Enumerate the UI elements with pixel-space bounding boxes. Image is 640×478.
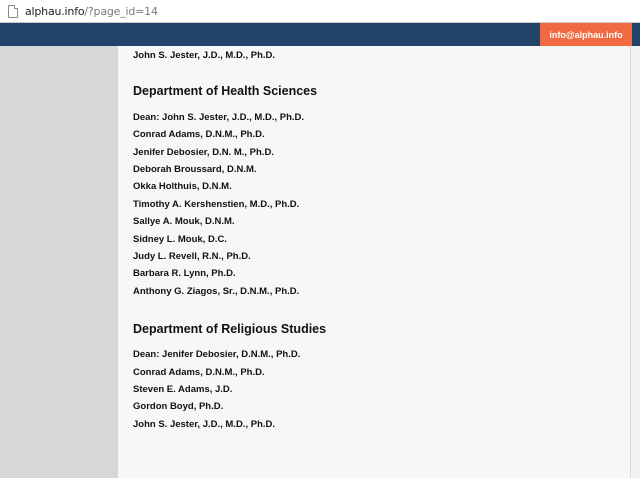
url-host: alphau.info [25, 4, 85, 18]
list-item: Sallye A. Mouk, D.N.M. [133, 216, 235, 228]
list-item: Timothy A. Kershenstien, M.D., Ph.D. [133, 198, 300, 210]
heading-religious-studies: Department of Religious Studies [133, 322, 327, 337]
list-item: Conrad Adams, D.N.M., Ph.D. [133, 129, 265, 141]
url-path: /?page_id=14 [84, 4, 158, 18]
list-item: John S. Jester, J.D., M.D., Ph.D. [133, 49, 276, 61]
list-item: John S. Jester, J.D., M.D., Ph.D. [133, 418, 276, 430]
list-item: Gordon Boyd, Ph.D. [133, 401, 224, 413]
page-icon [8, 5, 18, 18]
email-contact-button[interactable]: info@alphau.info [540, 23, 632, 46]
list-item: Conrad Adams, D.N.M., Ph.D. [133, 366, 265, 378]
list-item: Okka Holthuis, D.N.M. [133, 181, 232, 193]
list-item: Steven E. Adams, J.D. [133, 383, 233, 395]
list-item: Dean: John S. Jester, J.D., M.D., Ph.D. [133, 111, 305, 123]
list-item: Barbara R. Lynn, Ph.D. [133, 268, 236, 280]
url-text[interactable] [25, 5, 158, 18]
list-item: Sidney L. Mouk, D.C. [133, 233, 227, 245]
list-item: Judy L. Revell, R.N., Ph.D. [133, 251, 251, 263]
list-item: Jenifer Debosier, D.N. M., Ph.D. [133, 146, 274, 158]
list-item: Dean: Jenifer Debosier, D.N.M., Ph.D. [133, 349, 301, 361]
faculty-list [133, 46, 620, 433]
heading-health-sciences: Department of Health Sciences [133, 83, 318, 98]
list-item: Deborah Broussard, D.N.M. [133, 164, 257, 176]
main-content-panel [118, 46, 630, 478]
address-bar[interactable] [0, 0, 640, 23]
page-scrollbar[interactable] [630, 46, 640, 478]
list-item: Anthony G. Ziagos, Sr., D.N.M., Ph.D. [133, 285, 300, 297]
